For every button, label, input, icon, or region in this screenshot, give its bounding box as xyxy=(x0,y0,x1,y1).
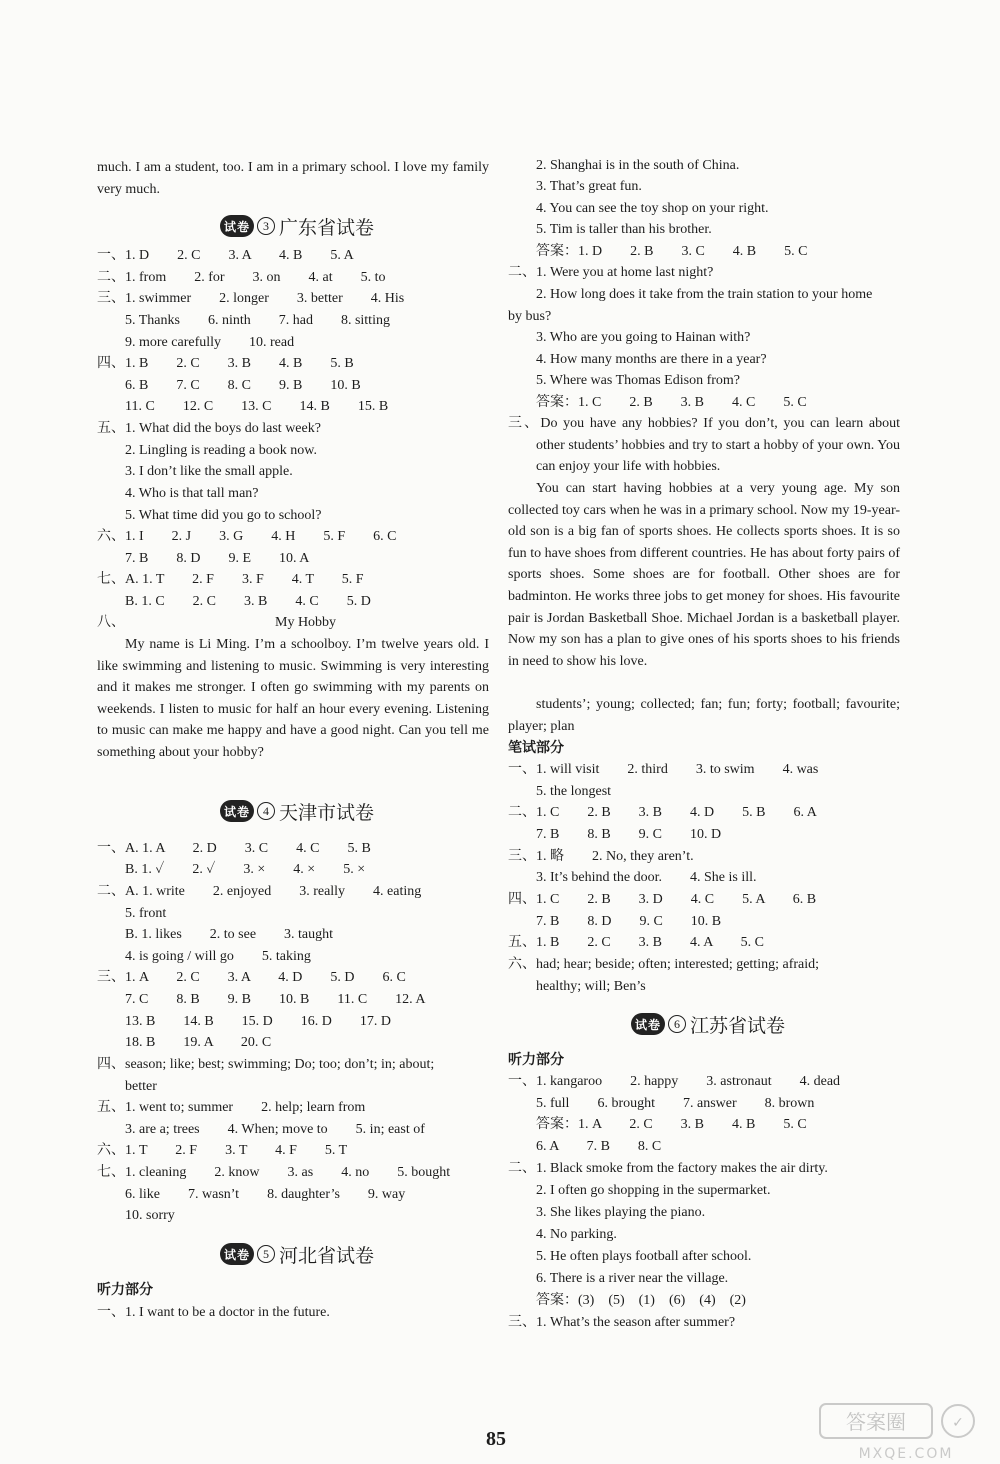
answer-line: 答案：1. D 2. B 3. C 4. B 5. C xyxy=(508,244,808,259)
answer-line: 四、1. C 2. B 3. D 4. C 5. A 6. B xyxy=(508,892,817,907)
answer-line: B. 1. likes 2. to see 3. taught xyxy=(97,927,334,942)
answer-line: 六、1. T 2. F 3. T 4. F 5. T xyxy=(97,1143,348,1158)
answer-line: 答案：1. C 2. B 3. B 4. C 5. C xyxy=(508,395,807,410)
answer-line: 11. C 12. C 13. C 14. B 15. B xyxy=(97,399,389,414)
answer-line: 3. That’s great fun. xyxy=(508,179,642,194)
paper-3-heading xyxy=(97,212,497,240)
svg-text:MXQE.COM: MXQE.COM xyxy=(858,1446,954,1462)
answer-line: 三、1. A 2. C 3. A 4. D 5. D 6. C xyxy=(97,970,406,985)
answer-line: 3. Who are you going to Hainan with? xyxy=(508,330,751,345)
answer-line: 二、1. Were you at home last night? xyxy=(508,265,714,280)
answer-line: 5. He often plays football after school. xyxy=(508,1249,752,1264)
answer-line: 7. C 8. B 9. B 10. B 11. C 12. A xyxy=(97,992,426,1007)
answer-line: 5. Thanks 6. ninth 7. had 8. sitting xyxy=(97,313,390,328)
section-label-listening: 听力部分 xyxy=(97,1283,153,1298)
answer-line: 4. is going / will go 5. taking xyxy=(97,949,311,964)
intro-paragraph: much. I am a student, too. I am in a primary school. I love my family very much. xyxy=(97,160,489,197)
answer-line: 7. B 8. D 9. E 10. A xyxy=(97,551,310,566)
answer-line: 5. front xyxy=(97,906,167,921)
answer-line: 3. It’s behind the door. 4. She is ill. xyxy=(508,870,757,885)
paper-6-heading xyxy=(508,1010,908,1038)
answer-line: 一、1. D 2. C 3. A 4. B 5. A xyxy=(97,248,354,263)
answer-line: B. 1. ✓ 2. ✓ 3. × 4. × 5. × xyxy=(97,862,366,877)
answer-line: 5. full 6. brought 7. answer 8. brown xyxy=(508,1096,815,1111)
answer-line: 4. How many months are there in a year? xyxy=(508,352,767,367)
answer-line: 13. B 14. B 15. D 16. D 17. D xyxy=(97,1014,392,1029)
answer-line: 7. B 8. B 9. C 10. D xyxy=(508,827,722,842)
answer-line: 4. You can see the toy shop on your right. xyxy=(508,201,769,216)
answer-line: 7. B 8. D 9. C 10. B xyxy=(508,914,722,929)
paper-title: 河北省试卷 xyxy=(279,1245,375,1267)
paper-title: 广东省试卷 xyxy=(279,217,375,239)
answer-line: 三、1. 略 2. No, they aren’t. xyxy=(508,849,694,864)
answer-line: 一、1. will visit 2. third 3. to swim 4. was xyxy=(508,762,819,777)
paper-4-heading xyxy=(97,797,497,825)
answer-line: 三、1. swimmer 2. longer 3. better 4. His xyxy=(97,291,405,306)
answer-line: 答案：(3) (5) (1) (6) (4) (2) xyxy=(508,1293,746,1308)
answer-line: 5. Where was Thomas Edison from? xyxy=(508,373,740,388)
answer-line: 2. Shanghai is in the south of China. xyxy=(508,158,740,173)
paper-number: 5 xyxy=(257,1245,275,1263)
paper-title: 江苏省试卷 xyxy=(690,1015,786,1037)
section-label-listening: 听力部分 xyxy=(508,1053,564,1068)
section-label-written: 笔试部分 xyxy=(508,741,564,756)
essay-title: My Hobby xyxy=(275,615,337,630)
answer-line: 一、1. I want to be a doctor in the future. xyxy=(97,1305,330,1320)
paper-5-heading xyxy=(97,1240,497,1268)
paper-title: 天津市试卷 xyxy=(279,802,375,824)
paper-number: 4 xyxy=(257,802,275,820)
answer-line: 二、1. from 2. for 3. on 4. at 5. to xyxy=(97,270,386,285)
answer-line: 9. more carefully 10. read xyxy=(97,335,295,350)
answer-line: 6. A 7. B 8. C xyxy=(508,1139,662,1154)
answer-line: 一、1. kangaroo 2. happy 3. astronaut 4. dead xyxy=(508,1074,841,1089)
answer-line: 六、1. I 2. J 3. G 4. H 5. F 6. C xyxy=(97,529,397,544)
answer-line: 三、1. What’s the season after summer? xyxy=(508,1315,736,1330)
answer-line: 答案：1. A 2. C 3. B 4. B 5. C xyxy=(508,1117,807,1132)
answer-line: 4. Who is that tall man? xyxy=(97,486,259,501)
reading-paragraph-2: You can start having hobbies at a very young age. My son collected toy cars when he was in a primary school. Now my 19-year-old son is a big fan of sports shoes. He collects sports shoes. It is so fun to have shoes from different countries. He has about forty pairs of sports shoes. Some shoes are for football. Other shoes are for badminton. He works three jobs to get money for shoes. His favourite pair is Jordan Basketball Shoe. Michael Jordan is a basketball player. Now my son has a plan to give ones of his sports shoes to his friends in need to show his love. xyxy=(508,481,900,669)
answer-line: 3. I don’t like the small apple. xyxy=(97,464,293,479)
answer-line: 6. There is a river near the village. xyxy=(508,1271,729,1286)
answer-line: 6. like 7. wasn’t 8. daughter’s 9. way xyxy=(97,1187,406,1202)
answer-line: 3. She likes playing the piano. xyxy=(508,1205,706,1220)
answer-line: 五、1. went to; summer 2. help; learn from xyxy=(97,1100,366,1115)
answer-line: 5. Tim is taller than his brother. xyxy=(508,222,712,237)
paper-badge: 试卷 xyxy=(220,800,254,822)
answer-line: 3. are a; trees 4. When; move to 5. in; east of xyxy=(97,1122,425,1137)
svg-text:答案圈: 答案圈 xyxy=(846,1410,906,1434)
paper-number: 6 xyxy=(668,1015,686,1033)
svg-text:✓: ✓ xyxy=(952,1415,964,1431)
answer-line: by bus? xyxy=(508,309,552,324)
answer-line: 七、1. cleaning 2. know 3. as 4. no 5. bought xyxy=(97,1165,451,1180)
paper-badge: 试卷 xyxy=(631,1013,665,1035)
watermark-logo xyxy=(816,1400,996,1464)
answer-line: B. 1. C 2. C 3. B 4. C 5. D xyxy=(97,594,371,609)
answer-line: 四、1. B 2. C 3. B 4. B 5. B xyxy=(97,356,354,371)
answer-line: 六、had; hear; beside; often; interested; getting; afraid; xyxy=(508,957,820,972)
answer-line: 18. B 19. A 20. C xyxy=(97,1035,272,1050)
answer-line: 2. I often go shopping in the supermarket. xyxy=(508,1183,771,1198)
answer-line: 2. Lingling is reading a book now. xyxy=(97,443,317,458)
answer-line: healthy; will; Ben’s xyxy=(508,979,646,994)
answer-line: better xyxy=(97,1079,157,1094)
reading-answers: students’; young; collected; fan; fun; forty; football; favourite; player; plan xyxy=(508,697,900,734)
answer-line: 4. No parking. xyxy=(508,1227,617,1242)
answer-line: 七、A. 1. T 2. F 3. F 4. T 5. F xyxy=(97,572,364,587)
essay-label: 八、 xyxy=(97,615,125,630)
paper-badge: 试卷 xyxy=(220,1243,254,1265)
answer-line: 四、season; like; best; swimming; Do; too; don’t; in; about; xyxy=(97,1057,435,1072)
reading-paragraph-1: 三、Do you have any hobbies? If you don’t, you can learn about other students’ hobbies and try to start a hobby of your own. You can enjoy your life with hobbies. xyxy=(508,416,900,475)
answer-line: 2. How long does it take from the train station to your home xyxy=(508,287,873,302)
essay-paragraph: My name is Li Ming. I’m a schoolboy. I’m twelve years old. I like swimming and listening to music. Swimming is very interesting and it makes me stronger. I often go swimming with my parents on weekends. I listen to music for half an hour every evening. Listening to music can make me happy and have a good night. Can you tell me something about your hobby? xyxy=(97,637,489,760)
answer-line: 6. B 7. C 8. C 9. B 10. B xyxy=(97,378,361,393)
answer-line: 五、1. B 2. C 3. B 4. A 5. C xyxy=(508,935,764,950)
page-number: 85 xyxy=(486,1428,506,1450)
paper-number: 3 xyxy=(257,217,275,235)
answer-line: 二、1. Black smoke from the factory makes the air dirty. xyxy=(508,1161,828,1176)
answer-line: 5. the longest xyxy=(508,784,612,799)
answer-line: 一、A. 1. A 2. D 3. C 4. C 5. B xyxy=(97,841,371,856)
answer-line: 10. sorry xyxy=(97,1208,175,1223)
paper-badge: 试卷 xyxy=(220,215,254,237)
answer-line: 五、1. What did the boys do last week? xyxy=(97,421,321,436)
answer-line: 5. What time did you go to school? xyxy=(97,508,322,523)
answer-line: 二、A. 1. write 2. enjoyed 3. really 4. eating xyxy=(97,884,422,899)
answer-line: 二、1. C 2. B 3. B 4. D 5. B 6. A xyxy=(508,805,817,820)
